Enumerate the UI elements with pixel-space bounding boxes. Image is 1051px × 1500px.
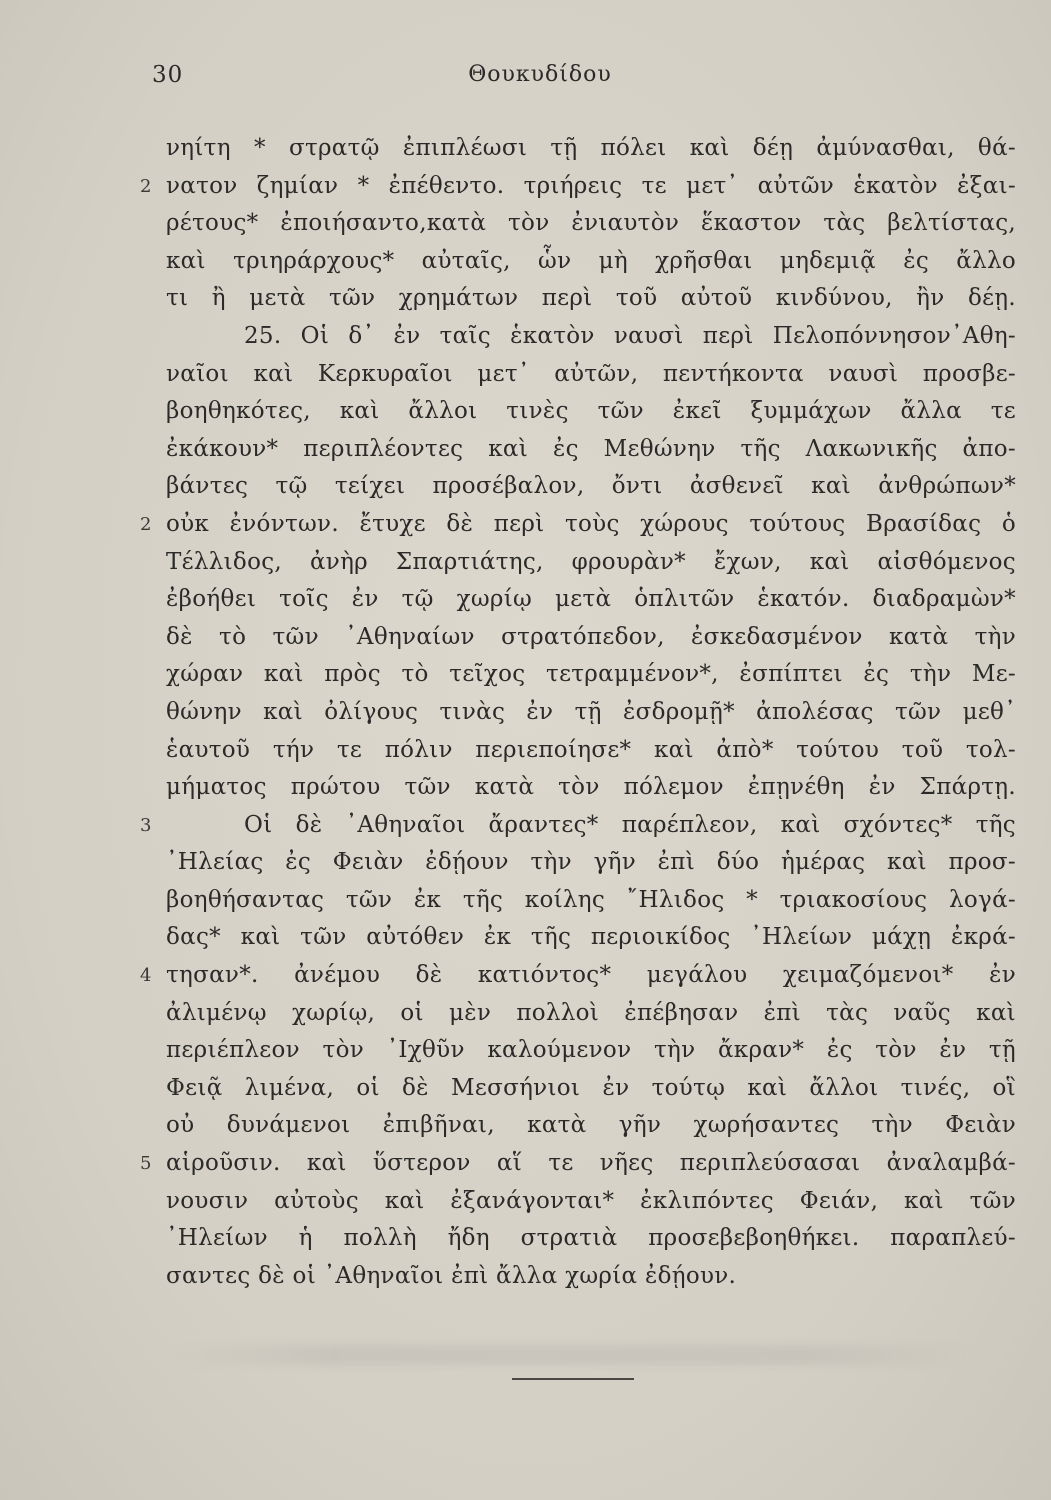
page-header <box>0 62 1051 98</box>
line-text: Τέλλιδος, ἀνὴρ Σπαρτιάτης, φρουρὰν* ἔχων, καὶ αἰσθόμενος <box>166 548 1016 575</box>
text-line <box>0 995 1051 1033</box>
line-text: ἑαυτοῦ τήν τε πόλιν περιεποίησε* καὶ ἀπὸ* τούτου τοῦ τολ- <box>166 736 1016 763</box>
line-text: βοηθηκότες, καὶ ἄλλοι τινὲς τῶν ἐκεῖ ξυμμάχων ἄλλα τε <box>166 398 1016 425</box>
text-line <box>0 1070 1051 1108</box>
text-line <box>0 581 1051 619</box>
text-line <box>0 506 1051 544</box>
text-line <box>0 882 1051 920</box>
text-line <box>0 393 1051 431</box>
line-text: οὐκ ἐνόντων. ἔτυχε δὲ περὶ τοὺς χώρους τούτους Βρασίδας ὁ <box>166 510 1016 537</box>
line-text: ναῖοι καὶ Κερκυραῖοι μετ᾽ αὐτῶν, πεντήκοντα ναυσὶ προσβε- <box>166 360 1016 387</box>
line-text: καὶ τριηράρχους* αὐταῖς, ὧν μὴ χρῆσθαι μηδεμιᾷ ἐς ἄλλο <box>166 247 1016 274</box>
show-through-shadow <box>170 1345 970 1365</box>
text-line <box>0 130 1051 168</box>
line-text: δὲ τὸ τῶν ᾽Αθηναίων στρατόπεδον, ἐσκεδασμένον κατὰ τὴν <box>166 623 1016 650</box>
line-text: βοηθήσαντας τῶν ἐκ τῆς κοίλης ῎Ηλιδος * τριακοσίους λογά- <box>166 886 1016 913</box>
text-line <box>0 957 1051 995</box>
text-line <box>0 468 1051 506</box>
text-line <box>0 694 1051 732</box>
text-line <box>0 1107 1051 1145</box>
line-text: νατον ζημίαν * ἐπέθεντο. τριήρεις τε μετ᾽ αὐτῶν ἑκατὸν ἐξαι- <box>166 172 1016 199</box>
line-text: ᾽Ηλείων ἡ πολλὴ ἤδη στρατιὰ προσεβεβοηθήκει. παραπλεύ- <box>166 1225 1016 1252</box>
line-text: τι ἢ μετὰ τῶν χρημάτων περὶ τοῦ αὐτοῦ κινδύνου, ἢν δέῃ. <box>166 285 1016 312</box>
text-line <box>0 280 1051 318</box>
text-line <box>0 919 1051 957</box>
line-text: αἱροῦσιν. καὶ ὕστερον αἵ τε νῆες περιπλεύσασαι ἀναλαμβά- <box>166 1150 1016 1177</box>
line-text: 25. Οἱ δ᾽ ἐν ταῖς ἑκατὸν ναυσὶ περὶ Πελοπόννησον᾽Αθη- <box>244 322 1016 349</box>
text-line <box>0 205 1051 243</box>
section-number: 2 <box>140 513 152 535</box>
line-text: χώραν καὶ πρὸς τὸ τεῖχος τετραμμένον*, ἐσπίπτει ἐς τὴν Με- <box>166 661 1016 688</box>
line-text: ἐκάκουν* περιπλέοντες καὶ ἐς Μεθώνην τῆς Λακωνικῆς ἀπο- <box>166 435 1016 462</box>
line-text: μήματος πρώτου τῶν κατὰ τὸν πόλεμον ἐπῃνέθη ἐν Σπάρτῃ. <box>166 774 1016 801</box>
line-text: τησαν*. ἀνέμου δὲ κατιόντος* μεγάλου χειμαζόμενοι* ἐν <box>166 962 1016 989</box>
page-number: 30 <box>152 62 184 88</box>
end-rule <box>512 1378 634 1380</box>
text-line <box>0 732 1051 770</box>
text-line <box>0 544 1051 582</box>
line-text: σαντες δὲ οἱ ᾽Αθηναῖοι ἐπὶ ἄλλα χωρία ἐδῄουν. <box>166 1262 737 1289</box>
line-text: οὐ δυνάμενοι ἐπιβῆναι, κατὰ γῆν χωρήσαντες τὴν Φειὰν <box>166 1112 1016 1139</box>
running-title: Θουκυδίδου <box>468 62 612 87</box>
text-line <box>0 844 1051 882</box>
section-number: 2 <box>140 175 152 197</box>
text-line <box>0 168 1051 206</box>
text-line <box>0 1145 1051 1183</box>
text-line <box>0 356 1051 394</box>
line-text: ᾽Ηλείας ἐς Φειὰν ἐδῄουν τὴν γῆν ἐπὶ δύο ἡμέρας καὶ προσ- <box>166 849 1016 876</box>
text-line <box>0 318 1051 356</box>
text-line <box>0 1032 1051 1070</box>
text-line <box>0 1183 1051 1221</box>
text-line <box>0 1220 1051 1258</box>
section-number: 5 <box>140 1153 152 1175</box>
section-number: 4 <box>140 965 152 987</box>
line-text: νηίτη * στρατῷ ἐπιπλέωσι τῇ πόλει καὶ δέῃ ἀμύνασθαι, θά- <box>166 135 1016 161</box>
text-line <box>0 619 1051 657</box>
text-line <box>0 769 1051 807</box>
line-text: ἐβοήθει τοῖς ἐν τῷ χωρίῳ μετὰ ὁπλιτῶν ἑκατόν. διαδραμὼν* <box>166 586 1016 613</box>
line-text: Φειᾷ λιμένα, οἱ δὲ Μεσσήνιοι ἐν τούτῳ καὶ ἄλλοι τινές, οἳ <box>166 1074 1016 1101</box>
line-text: θώνην καὶ ὀλίγους τινὰς ἐν τῇ ἐσδρομῇ* ἀπολέσας τῶν μεθ᾽ <box>166 698 1016 725</box>
section-number: 3 <box>140 814 152 836</box>
line-text: ρέτους* ἐποιήσαντο,κατὰ τὸν ἐνιαυτὸν ἕκαστον τὰς βελτίστας, <box>166 210 1016 237</box>
line-text: δας* καὶ τῶν αὐτόθεν ἐκ τῆς περιοικίδος ᾽Ηλείων μάχῃ ἐκρά- <box>166 924 1016 951</box>
line-text: περιέπλεον τὸν ᾽Ιχθῦν καλούμενον τὴν ἄκραν* ἐς τὸν ἐν τῇ <box>166 1037 1016 1064</box>
body-text <box>0 130 1051 1295</box>
line-text: ἀλιμένῳ χωρίῳ, οἱ μὲν πολλοὶ ἐπέβησαν ἐπὶ τὰς ναῦς καὶ <box>166 999 1016 1026</box>
line-text: Οἱ δὲ ᾽Αθηναῖοι ἄραντες* παρέπλεον, καὶ σχόντες* τῆς <box>244 811 1016 838</box>
text-line <box>0 243 1051 281</box>
text-line <box>0 431 1051 469</box>
text-line <box>0 807 1051 845</box>
text-line <box>0 1258 1051 1296</box>
line-text: βάντες τῷ τείχει προσέβαλον, ὄντι ἀσθενεῖ καὶ ἀνθρώπων* <box>166 473 1016 500</box>
line-text: νουσιν αὐτοὺς καὶ ἐξανάγονται* ἐκλιπόντες Φειάν, καὶ τῶν <box>166 1187 1016 1214</box>
text-line <box>0 656 1051 694</box>
